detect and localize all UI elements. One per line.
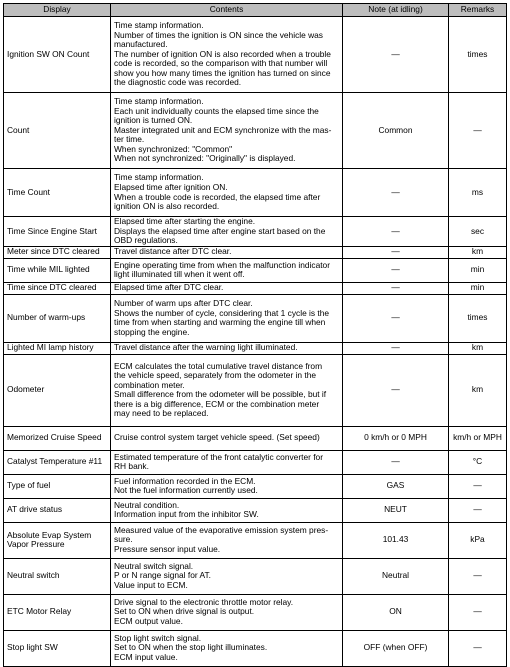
cell-contents bbox=[111, 169, 343, 217]
table-row bbox=[4, 594, 507, 630]
contents-line: Pressure sensor input value. bbox=[114, 544, 221, 555]
contents-line: Engine operating time from when the malfunction indicator bbox=[114, 259, 331, 270]
contents-line: ECM output value. bbox=[114, 616, 183, 627]
cell-display: Count bbox=[4, 93, 111, 169]
table-row bbox=[4, 426, 507, 450]
cell-contents bbox=[111, 258, 343, 282]
cell-contents bbox=[111, 217, 343, 247]
table-row bbox=[4, 630, 507, 666]
contents-line: RH bank. bbox=[114, 461, 149, 472]
contents-line: Cruise control system target vehicle speed. (Set speed) bbox=[114, 432, 320, 443]
cell-contents bbox=[111, 498, 343, 522]
cell-remarks: min bbox=[449, 258, 507, 282]
cell-note: — bbox=[343, 354, 449, 426]
contents-line: manufactured. bbox=[114, 39, 168, 50]
cell-note: — bbox=[343, 17, 449, 93]
cell-display: Absolute Evap System Vapor Pressure bbox=[4, 522, 111, 558]
table-row bbox=[4, 93, 507, 169]
header-note: Note (at idling) bbox=[343, 4, 449, 17]
contents-line: Time stamp information. bbox=[114, 95, 204, 106]
cell-note: OFF (when OFF) bbox=[343, 630, 449, 666]
data-monitor-table bbox=[3, 3, 507, 667]
cell-contents bbox=[111, 474, 343, 498]
contents-line: the diagnostic code was recorded. bbox=[114, 77, 242, 88]
contents-line: Fuel information recorded in the ECM. bbox=[114, 475, 256, 486]
cell-display: Lighted MI lamp history bbox=[4, 342, 111, 354]
cell-display: ETC Motor Relay bbox=[4, 594, 111, 630]
cell-contents bbox=[111, 294, 343, 342]
cell-display: Memorized Cruise Speed bbox=[4, 426, 111, 450]
contents-line: Elapsed time after ignition ON. bbox=[114, 181, 228, 192]
cell-contents bbox=[111, 450, 343, 474]
cell-contents bbox=[111, 558, 343, 594]
contents-line: Not the fuel information currently used. bbox=[114, 485, 258, 496]
table-row bbox=[4, 246, 507, 258]
table-row bbox=[4, 450, 507, 474]
contents-line: Time stamp information. bbox=[114, 172, 204, 183]
cell-note: — bbox=[343, 342, 449, 354]
cell-display: Time while MIL lighted bbox=[4, 258, 111, 282]
table-row bbox=[4, 258, 507, 282]
cell-note: — bbox=[343, 450, 449, 474]
cell-note: — bbox=[343, 246, 449, 258]
cell-remarks: km bbox=[449, 342, 507, 354]
contents-line: Number of warm ups after DTC clear. bbox=[114, 298, 253, 309]
cell-remarks: min bbox=[449, 282, 507, 294]
cell-contents bbox=[111, 282, 343, 294]
cell-display: Time since DTC cleared bbox=[4, 282, 111, 294]
contents-line: Neutral switch signal. bbox=[114, 560, 194, 571]
contents-line: ignition ON is also recorded. bbox=[114, 201, 220, 212]
cell-note: ON bbox=[343, 594, 449, 630]
contents-line: Estimated temperature of the front catalytic converter for bbox=[114, 451, 324, 462]
contents-line: sure. bbox=[114, 534, 133, 545]
cell-display: Ignition SW ON Count bbox=[4, 17, 111, 93]
contents-line: Displays the elapsed time after engine start based on the bbox=[114, 225, 326, 236]
cell-note: 101.43 bbox=[343, 522, 449, 558]
cell-remarks: — bbox=[449, 558, 507, 594]
data-table-container bbox=[3, 3, 507, 667]
cell-remarks: — bbox=[449, 93, 507, 169]
cell-remarks: — bbox=[449, 630, 507, 666]
contents-line: light illuminated till when it went off. bbox=[114, 269, 245, 280]
contents-line: When not synchronized: "Originally" is displayed. bbox=[114, 153, 296, 164]
header-display: Display bbox=[4, 4, 111, 17]
contents-line: Information input from the inhibitor SW. bbox=[114, 509, 259, 520]
contents-line: Travel distance after the warning light illuminated. bbox=[114, 342, 298, 353]
contents-line: Master integrated unit and ECM synchronize with the mas- bbox=[114, 124, 332, 135]
cell-remarks: km/h or MPH bbox=[449, 426, 507, 450]
cell-contents bbox=[111, 342, 343, 354]
contents-line: Each unit individually counts the elapsed time since the bbox=[114, 105, 319, 116]
table-row bbox=[4, 342, 507, 354]
cell-remarks: km bbox=[449, 354, 507, 426]
contents-line: ECM calculates the total cumulative travel distance from bbox=[114, 360, 323, 371]
cell-contents bbox=[111, 17, 343, 93]
cell-note: 0 km/h or 0 MPH bbox=[343, 426, 449, 450]
contents-line: Shows the number of cycle, considering that 1 cycle is the bbox=[114, 307, 330, 318]
contents-line: When a trouble code is recorded, the elapsed time after bbox=[114, 191, 321, 202]
cell-contents bbox=[111, 426, 343, 450]
cell-display: AT drive status bbox=[4, 498, 111, 522]
header-remarks: Remarks bbox=[449, 4, 507, 17]
cell-display: Catalyst Temperature #11 bbox=[4, 450, 111, 474]
contents-line: ECM input value. bbox=[114, 652, 178, 663]
table-row bbox=[4, 17, 507, 93]
cell-display: Odometer bbox=[4, 354, 111, 426]
contents-line: ter time. bbox=[114, 134, 145, 145]
table-row bbox=[4, 354, 507, 426]
cell-contents bbox=[111, 354, 343, 426]
contents-line: Stop light switch signal. bbox=[114, 632, 202, 643]
contents-line: The number of ignition ON is also recorded when a trouble bbox=[114, 48, 331, 59]
contents-line: Measured value of the evaporative emission system pres- bbox=[114, 524, 329, 535]
cell-contents bbox=[111, 522, 343, 558]
cell-display: Type of fuel bbox=[4, 474, 111, 498]
contents-line: Small difference from the odometer will be possible, but if bbox=[114, 389, 327, 400]
contents-line: P or N range signal for AT. bbox=[114, 570, 211, 581]
contents-line: Neutral condition. bbox=[114, 499, 180, 510]
header-contents: Contents bbox=[111, 4, 343, 17]
contents-line: Set to ON when the stop light illuminates. bbox=[114, 642, 268, 653]
cell-note: Neutral bbox=[343, 558, 449, 594]
table-row bbox=[4, 282, 507, 294]
cell-remarks: — bbox=[449, 594, 507, 630]
table-row bbox=[4, 522, 507, 558]
contents-line: When synchronized: "Common" bbox=[114, 143, 233, 154]
table-header-row bbox=[4, 4, 507, 17]
cell-remarks: times bbox=[449, 17, 507, 93]
contents-line: Time stamp information. bbox=[114, 19, 204, 30]
cell-display: Time Count bbox=[4, 169, 111, 217]
contents-line: ignition is turned ON. bbox=[114, 115, 193, 126]
contents-line: time from when starting and warming the engine till when bbox=[114, 317, 326, 328]
cell-remarks: °C bbox=[449, 450, 507, 474]
contents-line: combination meter. bbox=[114, 379, 185, 390]
cell-note: — bbox=[343, 282, 449, 294]
contents-line: there is a big difference, ECM or the combination meter bbox=[114, 398, 320, 409]
cell-remarks: sec bbox=[449, 217, 507, 247]
contents-line: the vehicle speed, separately from the odometer in the bbox=[114, 370, 317, 381]
cell-note: — bbox=[343, 294, 449, 342]
cell-note: — bbox=[343, 258, 449, 282]
cell-display: Neutral switch bbox=[4, 558, 111, 594]
contents-line: show you how many times the ignition has turned on since bbox=[114, 67, 331, 78]
table-row bbox=[4, 474, 507, 498]
contents-line: Travel distance after DTC clear. bbox=[114, 246, 232, 257]
contents-line: Number of times the ignition is ON since the vehicle was bbox=[114, 29, 323, 40]
cell-display: Number of warm-ups bbox=[4, 294, 111, 342]
cell-contents bbox=[111, 630, 343, 666]
contents-line: Set to ON when drive signal is output. bbox=[114, 606, 255, 617]
cell-contents bbox=[111, 246, 343, 258]
cell-display: Meter since DTC cleared bbox=[4, 246, 111, 258]
cell-note: GAS bbox=[343, 474, 449, 498]
table-row bbox=[4, 169, 507, 217]
contents-line: Elapsed time after DTC clear. bbox=[114, 282, 224, 293]
contents-line: OBD regulations. bbox=[114, 235, 178, 246]
cell-contents bbox=[111, 594, 343, 630]
contents-line: Drive signal to the electronic throttle motor relay. bbox=[114, 596, 294, 607]
contents-line: stopping the engine. bbox=[114, 326, 190, 337]
cell-note: — bbox=[343, 217, 449, 247]
cell-note: NEUT bbox=[343, 498, 449, 522]
cell-display: Time Since Engine Start bbox=[4, 217, 111, 247]
contents-line: code is recorded, so the comparison with that number will bbox=[114, 58, 328, 69]
table-body bbox=[4, 17, 507, 667]
cell-remarks: km bbox=[449, 246, 507, 258]
contents-line: Elapsed time after starting the engine. bbox=[114, 216, 256, 226]
cell-remarks: — bbox=[449, 474, 507, 498]
cell-note: Common bbox=[343, 93, 449, 169]
cell-remarks: ms bbox=[449, 169, 507, 217]
table-row bbox=[4, 294, 507, 342]
cell-contents bbox=[111, 93, 343, 169]
cell-remarks: kPa bbox=[449, 522, 507, 558]
cell-display: Stop light SW bbox=[4, 630, 111, 666]
cell-remarks: times bbox=[449, 294, 507, 342]
table-row bbox=[4, 558, 507, 594]
contents-line: Value input to ECM. bbox=[114, 580, 188, 591]
table-row bbox=[4, 498, 507, 522]
contents-line: may need to be replaced. bbox=[114, 408, 209, 419]
table-row bbox=[4, 217, 507, 247]
cell-remarks: — bbox=[449, 498, 507, 522]
cell-note: — bbox=[343, 169, 449, 217]
